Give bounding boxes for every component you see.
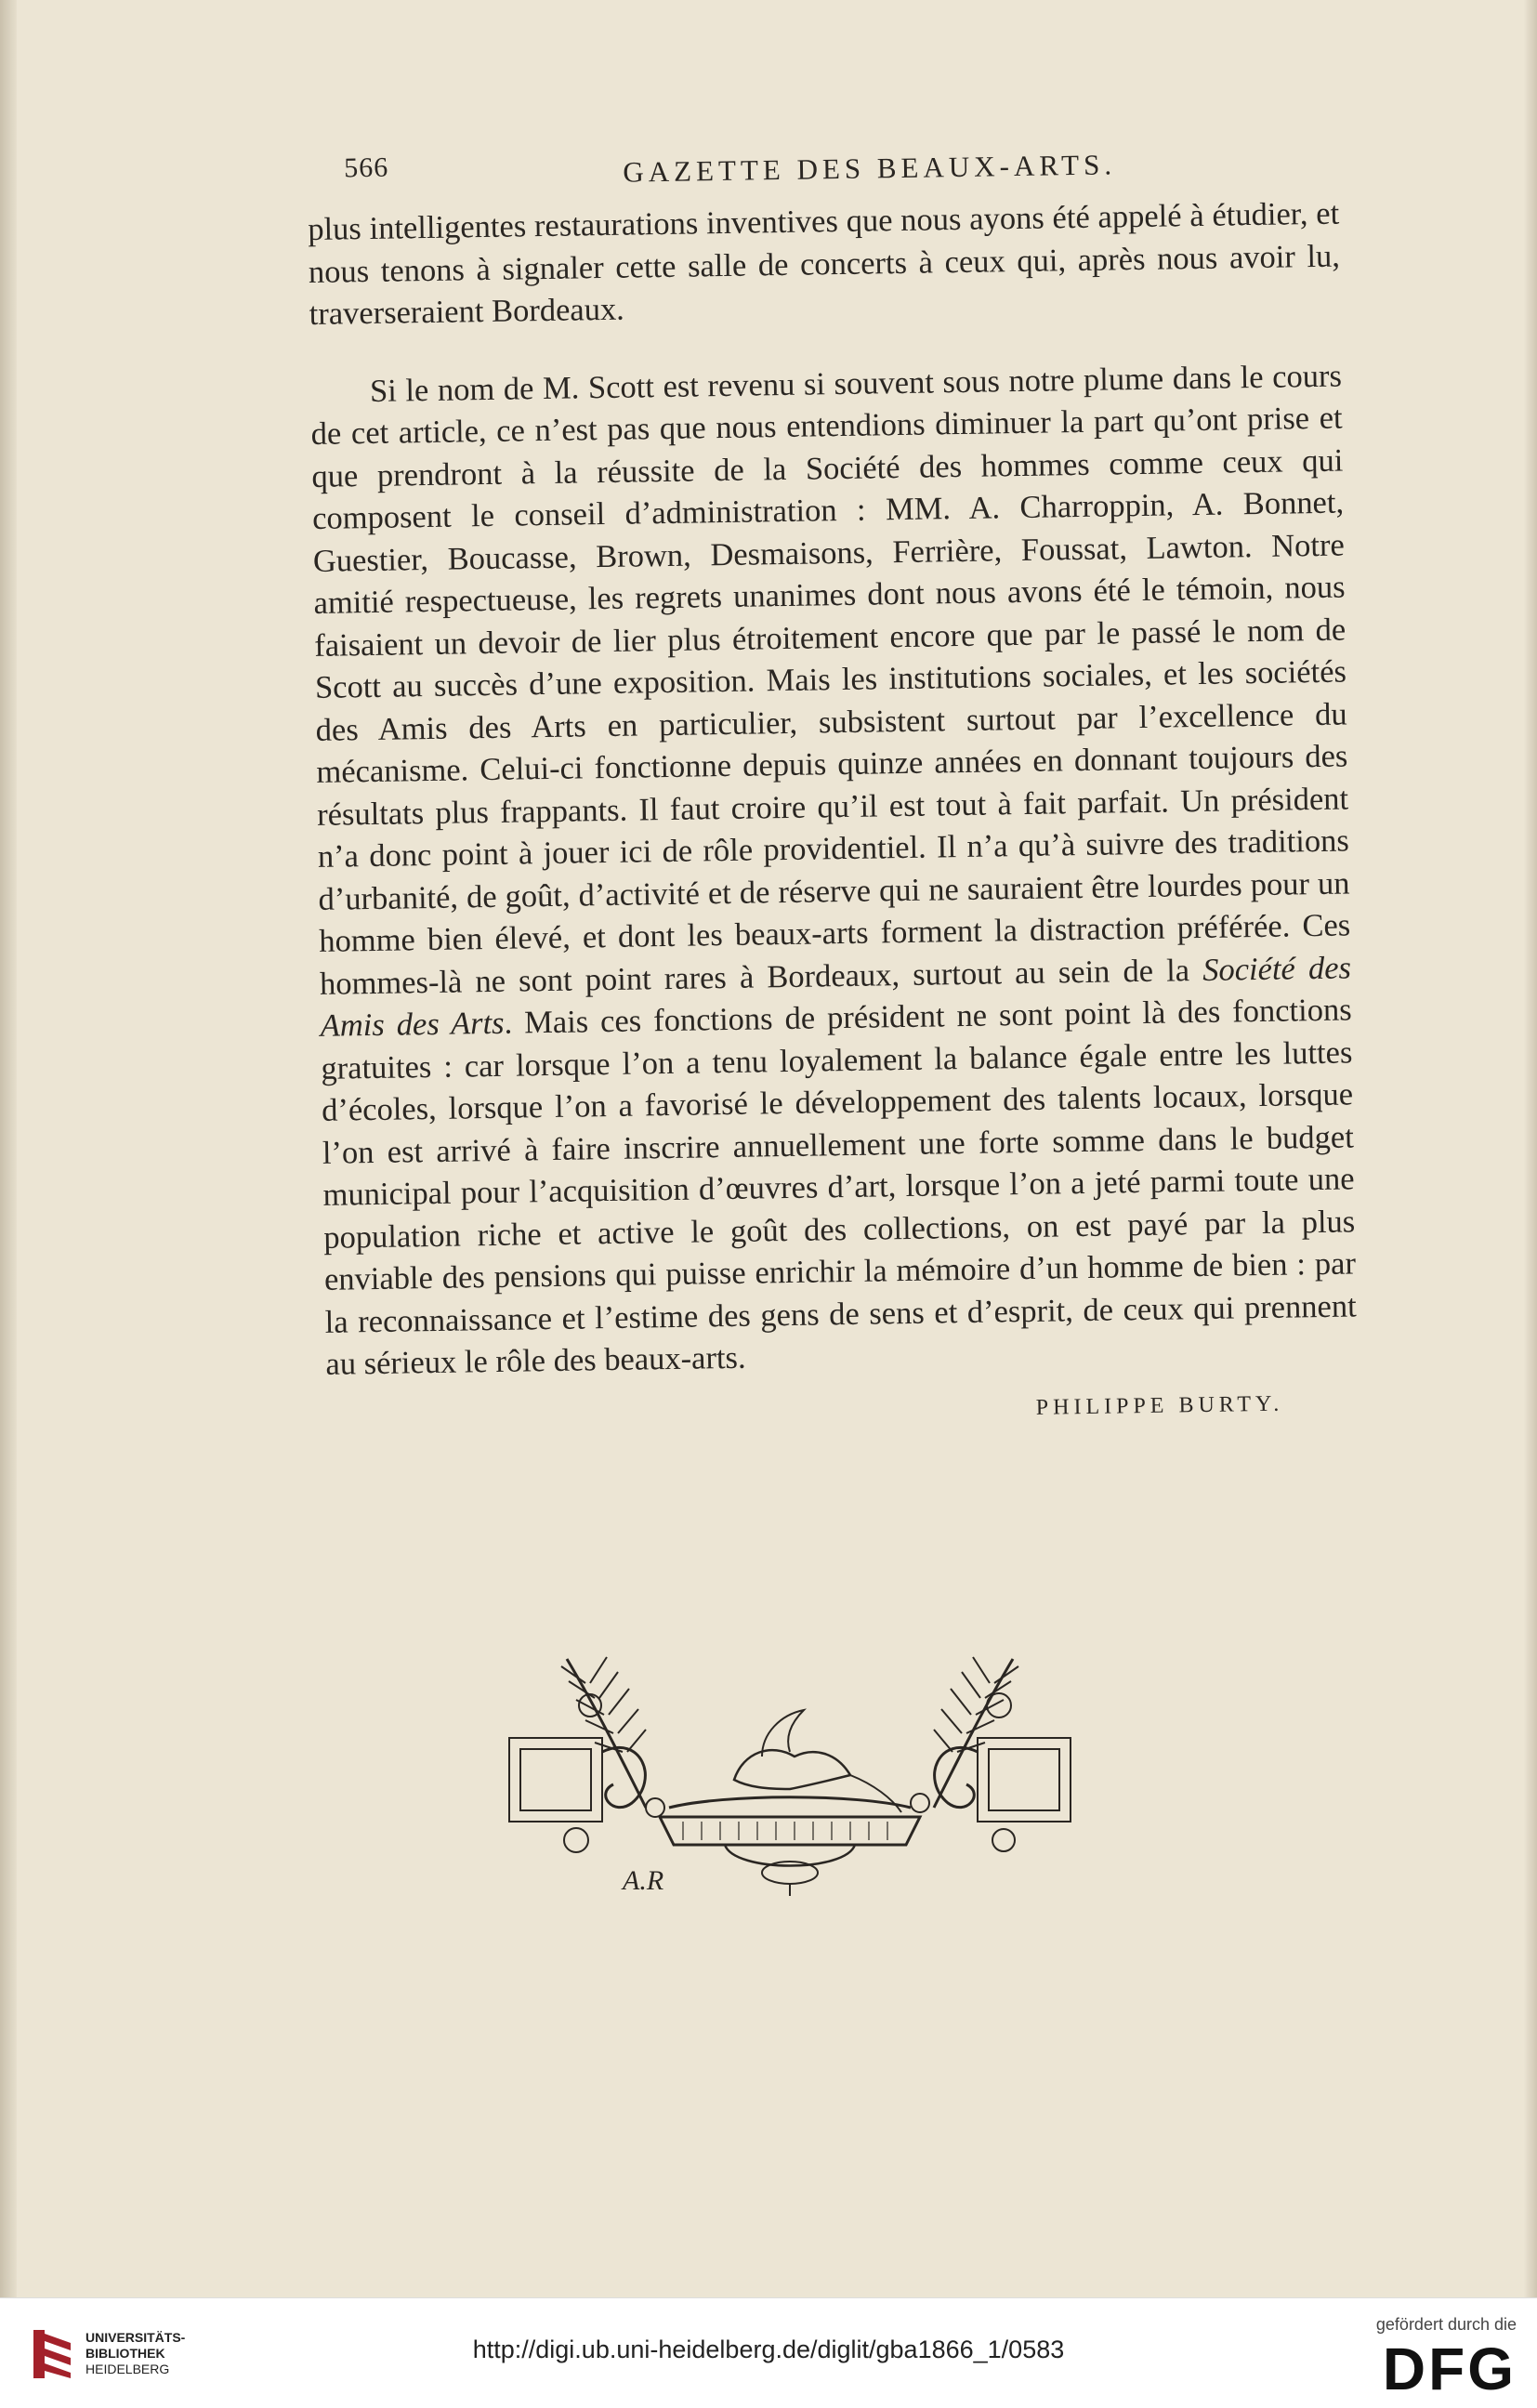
rococo-vignette-icon	[483, 1594, 1097, 1901]
paragraph-2-part-2: . Mais ces fonctions de président ne sont point là des fonctions gratuites : car lorsque l’on a tenu loyalement la balance égale entre les luttes d’écoles, lorsque l’on a favorisé le développement des talents locaux, lorsque l’on est arrivé à faire inscrire annuellement une forte somme dans le budget municipal pour l’acquisition d’œuvres d’art, lorsque l’on a jeté parmi toute une population riche et active le goût des collections, on est payé par la plus enviable des pensions qui puisse enrichir la mémoire d’un homme de bien : par la reconnaissance et l’estime des gens de sens et d’esprit, de ceux qui prennent au sérieux le rôle des beaux-arts.	[321, 992, 1357, 1382]
paragraph-1: plus intelligentes restaurations inventives que nous ayons été appelé à étudier, et nous tenons à signaler cette salle de concerts à ceux qui, après nous avoir lu, traverseraient Bordeaux.	[307, 195, 1341, 332]
dfg-logo: DFG	[1382, 2336, 1517, 2402]
page-number: 566	[343, 151, 389, 184]
library-name-line-3: HEIDELBERG	[85, 2362, 170, 2376]
paragraph-2-part-1: Si le nom de M. Scott est revenu si souvent sous notre plume dans le cours de cet article, ce n’est pas que nous entendions diminuer la part qu’ont prise et que prendront à la réussite de la Société des hommes comme ceux qui composent le conseil d’administration : MM. A. Charroppin, A. Bonnet, Guestier, Boucasse, Brown, Desmaisons, Ferrière, Foussat, Lawton. Notre amitié respectueuse, les regrets unanimes dont nous avons été le témoin, nous faisaient un devoir de lier plus étroitement encore que par le passé le nom de Scott au succès d’une exposition. Mais les institutions sociales, et les sociétés des Amis des Arts en particulier, subsistent surtout par l’excellence du mécanisme. Celui-ci fonctionne depuis quinze années en donnant toujours des résultats plus frappants. Il faut croire qu’il est tout à fait parfait. Un président n’a donc point à jouer ici de rôle providentiel. Il n’a qu’à suivre des traditions d’urbanité, de goût, d’activité et de réserve qui ne sauraient être lourdes pour un homme bien élevé, et dont les beaux-arts forment la distraction préférée. Ces hommes-là ne sont point rares à Bordeaux, surtout au sein de la	[310, 358, 1351, 1002]
page-content	[307, 138, 1358, 1432]
journal-title: GAZETTE DES BEAUX-ARTS.	[623, 148, 1117, 189]
society-name-italic: Société des Amis des Arts	[320, 949, 1352, 1044]
permalink-url[interactable]: http://digi.ub.uni-heidelberg.de/diglit/gba1866_1/0583	[472, 2336, 1065, 2363]
funded-by-label: gefördert durch die	[1375, 2315, 1517, 2334]
library-name-line-1: UNIVERSITÄTS-	[85, 2330, 186, 2345]
library-name-line-2: BIBLIOTHEK	[85, 2346, 165, 2361]
ornament-monogram: A.R	[623, 1865, 664, 1896]
paragraph-2	[310, 355, 1358, 1386]
author-signature: PHILIPPE BURTY.	[1035, 1391, 1284, 1420]
viewer-footer	[0, 2297, 1537, 2408]
